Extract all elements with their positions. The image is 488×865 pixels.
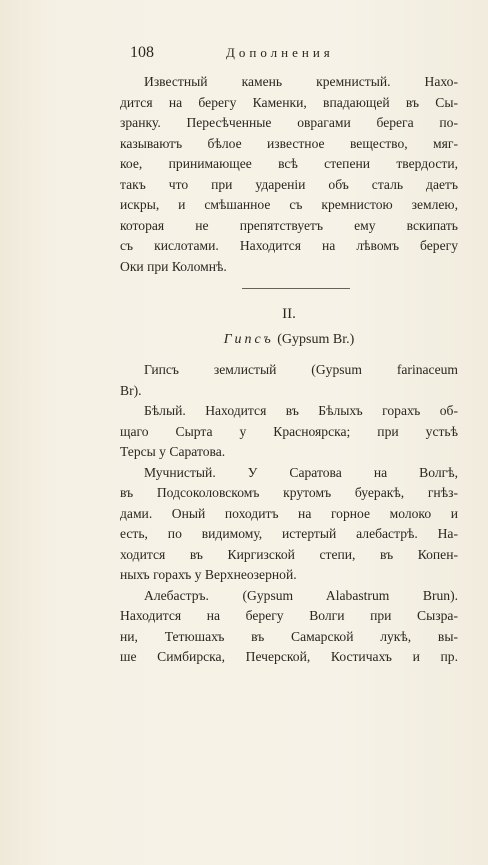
section-title-main: Гипсъ (223, 332, 274, 347)
text-line: Алебастръ. (Gypsum Alabastrum Brun). (144, 587, 458, 603)
section-numeral: II. (282, 306, 296, 322)
text-line: казываютъ бѣлое известное вещество, мяг- (120, 135, 458, 151)
text-line: дами. Оный походитъ на горное молоко и (120, 505, 458, 521)
text-line: ныхъ горахъ у Верхнеозерной. (120, 567, 297, 582)
text-line: зранку. Пересѣченные оврагами берега по- (120, 115, 458, 130)
text-line: щаго Сырта у Красноярска; при устьѣ (120, 423, 458, 439)
text-line: Оки при Коломнѣ. (120, 258, 227, 274)
page-number: 108 (130, 44, 154, 61)
text-line: въ Подсоколовскомъ крутомъ буеракѣ, гнѣз- (120, 485, 458, 500)
text-line: Гипсъ землистый (Gypsum farinaceum (144, 362, 458, 377)
text-line: такъ что при ударенiи объ сталь даетъ (120, 176, 458, 192)
paragraph-gypsum (120, 360, 458, 668)
text-line: съ кислотами. Находится на лѣвомъ берегу (120, 238, 458, 253)
text-line: Известный камень кремнистый. Нахо- (144, 74, 458, 89)
text-line: Мучнистый. У Саратова на Волгѣ, (144, 464, 458, 480)
text-line: искры, и смѣшанное съ кремнистою землею, (120, 197, 458, 212)
text-line: Бѣлый. Находится въ Бѣлыхъ горахъ об- (144, 403, 458, 418)
text-line: Терсы у Саратова. (120, 444, 226, 459)
section-title-latin: (Gypsum Br.) (277, 332, 355, 347)
text-line: дится на берегу Каменки, впадающей въ Сы- (120, 94, 458, 110)
text-line: ходится въ Киргизской степи, въ Копен- (120, 546, 458, 562)
section-divider (242, 288, 350, 289)
text-line: ше Симбирска, Печерской, Костичахъ и пр. (120, 649, 458, 664)
text-line: Br). (120, 382, 142, 398)
paragraph-chalk (120, 72, 458, 277)
running-head: Дополнения (226, 45, 334, 60)
section-title (120, 332, 458, 348)
text-line: ни, Тетюшахъ въ Самарской лукѣ, вы- (120, 628, 458, 644)
text-line: кое, принимающее всѣ степени твердости, (120, 156, 458, 171)
text-line: Находится на берегу Волги при Сызра- (120, 608, 458, 623)
text-line: которая не препятствуетъ ему вскипать (120, 217, 458, 233)
text-line: есть, по видимому, истертый алебастрѣ. На- (120, 526, 458, 541)
page-header (118, 44, 388, 66)
